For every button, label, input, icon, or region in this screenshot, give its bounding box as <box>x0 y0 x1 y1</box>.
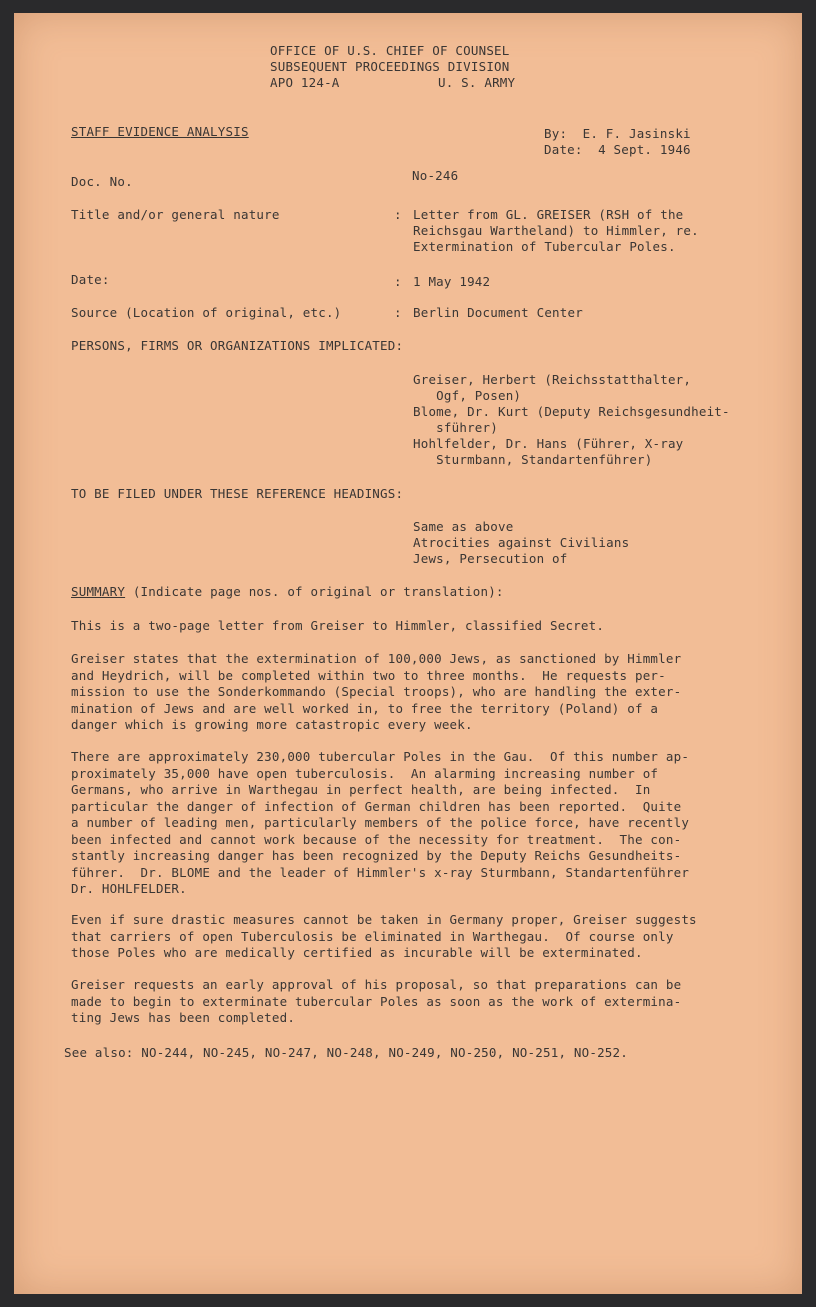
date-label: Date: <box>71 272 110 287</box>
summary-paragraph-2 <box>71 651 741 734</box>
paragraph-line: mination of Jews and are well worked in, to free the territory (Poland) of a <box>71 700 659 716</box>
paragraph-line: been infected and cannot work because of the necessity for treatment. The con- <box>71 831 682 847</box>
reference-line: Jews, Persecution of <box>413 551 568 566</box>
paragraph-line: There are approximately 230,000 tubercular Poles in the Gau. Of this number ap- <box>71 749 690 764</box>
analysis-date: Date: 4 Sept. 1946 <box>544 142 691 157</box>
person-line: Blome, Dr. Kurt (Deputy Reichsgesundheit- <box>413 404 730 419</box>
paragraph-line: Greiser states that the extermination of 100,000 Jews, as sanctioned by Himmler <box>71 651 682 666</box>
person-line: sführer) <box>413 420 498 435</box>
source-value: Berlin Document Center <box>413 305 583 320</box>
paragraph-line: danger which is growing more catastropic every week. <box>71 717 473 732</box>
paragraph-line: that carriers of open Tuberculosis be eliminated in Warthegau. Of course only <box>71 928 674 944</box>
title-label: Title and/or general nature <box>71 207 280 222</box>
title-value-line-3: Extermination of Tubercular Poles. <box>413 239 676 254</box>
paragraph-line: Greiser requests an early approval of his proposal, so that preparations can be <box>71 977 682 992</box>
date-value: 1 May 1942 <box>413 274 491 289</box>
paragraph-line: This is a two-page letter from Greiser to Himmler, classified Secret. <box>71 618 605 633</box>
reference-line: Atrocities against Civilians <box>413 535 630 550</box>
paragraph-line: those Poles who are medically certified as incurable will be exterminated. <box>71 945 643 960</box>
source-label: Source (Location of original, etc.) <box>71 305 342 320</box>
document-page <box>14 13 802 1294</box>
doc-no-label: Doc. No. <box>71 174 133 189</box>
summary-paragraph-1 <box>71 618 741 635</box>
person-line: Ogf, Posen) <box>413 388 522 403</box>
paragraph-line: führer. Dr. BLOME and the leader of Himmler's x-ray Sturmbann, Standartenführer <box>71 864 690 880</box>
paragraph-line: and Heydrich, will be completed within two to three months. He requests per- <box>71 667 666 683</box>
header-army: U. S. ARMY <box>438 75 516 90</box>
title-value-line-2: Reichsgau Wartheland) to Himmler, re. <box>413 223 699 238</box>
person-line: Sturmbann, Standartenführer) <box>413 452 653 467</box>
paragraph-line: ting Jews has been completed. <box>71 1010 296 1025</box>
date-colon: : <box>394 274 402 289</box>
title-value-line-1: Letter from GL. GREISER (RSH of the <box>413 207 684 222</box>
paragraph-line: mission to use the Sonderkommando (Special troops), who are handling the exter- <box>71 684 682 699</box>
header-division: SUBSEQUENT PROCEEDINGS DIVISION <box>270 59 510 74</box>
title-colon: : <box>394 207 402 222</box>
summary-heading-rest: (Indicate page nos. of original or translation): <box>125 584 504 599</box>
see-also: See also: NO-244, NO-245, NO-247, NO-248, NO-249, NO-250, NO-251, NO-252. <box>64 1045 628 1060</box>
paragraph-line: stantly increasing danger has been recognized by the Deputy Reichs Gesundheits- <box>71 848 682 863</box>
reference-line: Same as above <box>413 519 514 534</box>
paragraph-line: a number of leading men, particularly members of the police force, have recently <box>71 815 690 830</box>
header-office: OFFICE OF U.S. CHIEF OF COUNSEL <box>270 43 510 58</box>
summary-heading <box>71 584 504 601</box>
analysis-by: By: E. F. Jasinski <box>544 126 691 141</box>
summary-heading-main: SUMMARY <box>71 584 126 599</box>
person-line: Greiser, Herbert (Reichsstatthalter, <box>413 372 692 387</box>
summary-paragraph-3 <box>71 749 741 898</box>
paragraph-line: Germans, who arrive in Warthegau in perfect health, are being infected. In <box>71 782 651 797</box>
summary-paragraph-5 <box>71 977 741 1027</box>
paragraph-line: Even if sure drastic measures cannot be taken in Germany proper, Greiser suggests <box>71 912 697 927</box>
person-line: Hohlfelder, Dr. Hans (Führer, X-ray <box>413 436 684 451</box>
reference-heading: TO BE FILED UNDER THESE REFERENCE HEADINGS: <box>71 486 404 501</box>
paragraph-line: proximately 35,000 have open tuberculosis. An alarming increasing number of <box>71 765 659 781</box>
header-apo: APO 124-A <box>270 75 340 90</box>
paragraph-line: particular the danger of infection of German children has been reported. Quite <box>71 798 682 814</box>
paragraph-line: made to begin to exterminate tubercular Poles as soon as the work of extermina- <box>71 993 682 1009</box>
persons-heading: PERSONS, FIRMS OR ORGANIZATIONS IMPLICATED: <box>71 338 404 353</box>
analysis-title: STAFF EVIDENCE ANALYSIS <box>71 124 249 139</box>
paragraph-line: Dr. HOHLFELDER. <box>71 881 187 896</box>
source-colon: : <box>394 305 402 320</box>
summary-paragraph-4 <box>71 912 741 962</box>
doc-no-value: No-246 <box>412 168 459 183</box>
